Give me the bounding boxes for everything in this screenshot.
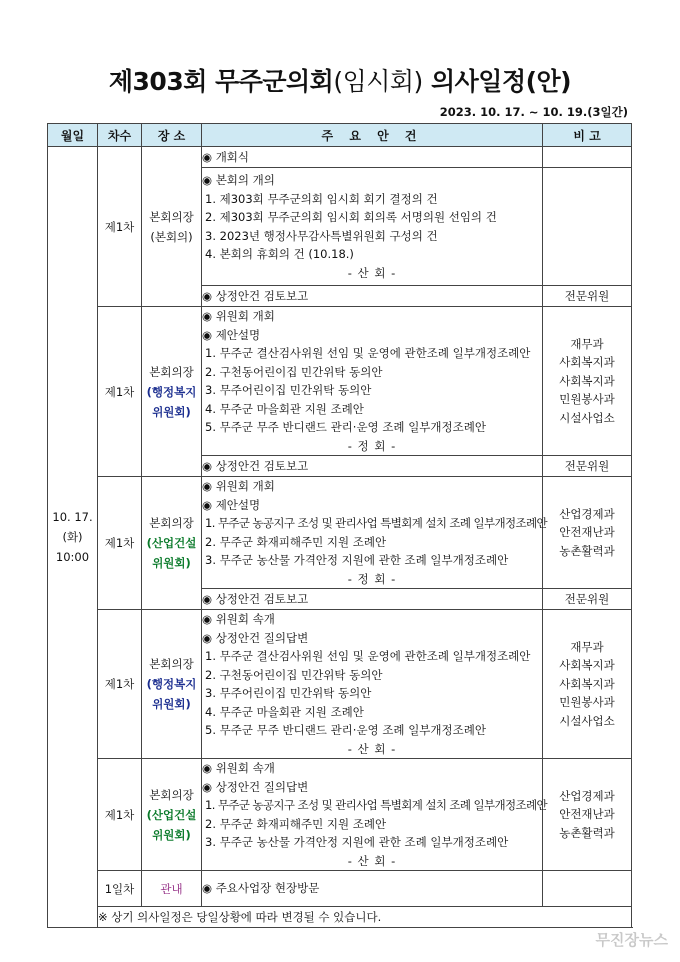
- place-cell: [142, 147, 202, 307]
- remark-dept: 안전재난과: [559, 807, 615, 822]
- header-place: 장 소: [142, 124, 202, 147]
- place-line: 본회의장: [149, 787, 194, 802]
- place-cell: [142, 610, 202, 759]
- agenda-cell: [202, 168, 543, 286]
- agenda-item: 1. 무주군 농공지구 조성 및 관리사업 특별회계 설치 조례 일부개정조례안: [205, 798, 548, 812]
- agenda-heading: ◉ 상정안건 질의답변: [202, 630, 309, 645]
- session-cell: 1일차: [98, 871, 142, 907]
- agenda-opening: ◉ 개회식: [202, 147, 543, 168]
- session-cell: 제1차: [98, 307, 142, 477]
- remark-dept: 재무과: [570, 336, 604, 351]
- agenda-break: - 산 회 -: [347, 741, 397, 756]
- agenda-item: 1. 무주군 결산검사위원 선임 및 운영에 관한조례 일부개정조례안: [205, 649, 531, 663]
- agenda-site-visit: ◉ 주요사업장 현장방문: [202, 871, 543, 907]
- remark-dept: 사회복지과: [559, 676, 615, 691]
- remark-cell: 전문위원: [543, 286, 632, 307]
- agenda-heading: ◉ 제안설명: [202, 497, 261, 512]
- agenda-heading: ◉ 상정안건 질의답변: [202, 779, 309, 794]
- committee-name: 위원회): [152, 697, 191, 711]
- agenda-review: ◉ 상정안건 검토보고: [202, 286, 543, 307]
- agenda-item: 2. 무주군 화재피해주민 지원 조례안: [205, 816, 387, 831]
- remark-dept: 시설사업소: [559, 410, 615, 425]
- remark-cell: [543, 871, 632, 907]
- remark-dept: 안전재난과: [559, 525, 615, 540]
- remark-cell: 전문위원: [543, 456, 632, 477]
- remark-dept: 시설사업소: [559, 713, 615, 728]
- remark-cell: [543, 168, 632, 286]
- agenda-item: 1. 무주군 농공지구 조성 및 관리사업 특별회계 설치 조례 일부개정조례안: [205, 516, 548, 530]
- remark-cell: 전문위원: [543, 589, 632, 610]
- session-cell: 제1차: [98, 610, 142, 759]
- agenda-item: 3. 무주어린이집 민간위탁 동의안: [205, 686, 372, 700]
- remark-dept: 사회복지과: [559, 373, 615, 388]
- watermark-logo: 무진장뉴스: [595, 931, 668, 949]
- remark-dept: 민원봉사과: [559, 695, 615, 710]
- remark-dept: 산업경제과: [559, 506, 615, 521]
- agenda-item: 3. 무주어린이집 민간위탁 동의안: [205, 383, 372, 397]
- committee-name: 위원회): [152, 827, 191, 842]
- place-line: 본회의장: [149, 516, 194, 530]
- page-title: [0, 62, 680, 98]
- place-cell: 관내: [142, 871, 202, 907]
- agenda-item: 5. 무주군 무주 반디랜드 관리·운영 조례 일부개정조례안: [205, 420, 486, 434]
- agenda-item: 4. 본회의 휴회의 건 (10.18.): [205, 247, 354, 261]
- agenda-item: 2. 구천동어린이집 민간위탁 동의안: [205, 667, 383, 682]
- title-main-a: 제303회 무주군의회: [108, 67, 334, 96]
- agenda-item: 4. 무주군 마을회관 지원 조례안: [205, 401, 364, 416]
- agenda-break: - 정 회 -: [347, 571, 397, 586]
- place-line: (본회의): [150, 229, 193, 244]
- agenda-heading: ◉ 위원회 개회: [202, 309, 275, 323]
- date-line: 10. 17.: [52, 510, 93, 524]
- title-main-b: 의사일정(안): [422, 67, 572, 96]
- agenda-heading: ◉ 제안설명: [202, 327, 261, 342]
- agenda-heading: ◉ 위원회 속개: [202, 761, 275, 775]
- remark-cell: [543, 307, 632, 456]
- session-cell: 제1차: [98, 477, 142, 610]
- place-line: 본회의장: [149, 209, 194, 224]
- footnote: ※ 상기 의사일정은 당일상황에 따라 변경될 수 있습니다.: [98, 907, 632, 928]
- agenda-item: 3. 무주군 농산물 가격안정 지원에 관한 조례 일부개정조례안: [205, 835, 509, 849]
- remark-dept: 농촌활력과: [559, 825, 615, 840]
- header-row: [48, 124, 632, 147]
- committee-name: 위원회): [152, 404, 191, 419]
- committee-name: (행정복지: [146, 677, 197, 691]
- place-cell: [142, 759, 202, 871]
- session-cell: 제1차: [98, 147, 142, 307]
- schedule-period: 2023. 10. 17. ~ 10. 19.(3일간): [439, 105, 628, 119]
- table-row: [48, 871, 632, 907]
- agenda-item: 2. 제303회 무주군의회 임시회 회의록 서명의원 선임의 건: [205, 210, 497, 224]
- remark-dept: 재무과: [570, 639, 604, 654]
- remark-dept: 민원봉사과: [559, 392, 615, 407]
- table-row: [48, 610, 632, 759]
- agenda-break: - 정 회 -: [347, 438, 397, 453]
- remark-cell: [543, 147, 632, 168]
- committee-name: (산업건설: [146, 536, 197, 550]
- agenda-heading: ◉ 본회의 개의: [202, 173, 275, 187]
- table-row: [48, 759, 632, 871]
- agenda-item: 4. 무주군 마을회관 지원 조례안: [205, 704, 364, 719]
- table-row: [48, 477, 632, 589]
- place-line: 본회의장: [149, 657, 194, 671]
- agenda-heading: ◉ 위원회 개회: [202, 479, 275, 493]
- remark-dept: 사회복지과: [559, 658, 615, 673]
- agenda-heading: ◉ 위원회 속개: [202, 612, 275, 626]
- header-remark: 비 고: [543, 124, 632, 147]
- remark-dept: 산업경제과: [559, 788, 615, 803]
- committee-name: (행정복지: [146, 384, 197, 399]
- schedule-table: [47, 123, 632, 928]
- place-line: 본회의장: [149, 364, 194, 379]
- agenda-item: 1. 제303회 무주군의회 임시회 회기 결정의 건: [205, 191, 438, 206]
- place-cell: [142, 307, 202, 477]
- place-cell: [142, 477, 202, 610]
- remark-dept: 농촌활력과: [559, 543, 615, 558]
- agenda-cell: [202, 477, 548, 589]
- committee-name: 위원회): [152, 556, 191, 570]
- remark-cell: [543, 477, 632, 589]
- agenda-review: ◉ 상정안건 검토보고: [202, 456, 543, 477]
- agenda-item: 2. 구천동어린이집 민간위탁 동의안: [205, 364, 383, 379]
- date-weekday: (화): [62, 530, 83, 544]
- agenda-break: - 산 회 -: [347, 853, 397, 868]
- remark-cell: [543, 759, 632, 871]
- remark-cell: [543, 610, 632, 759]
- agenda-item: 2. 무주군 화재피해주민 지원 조례안: [205, 534, 387, 549]
- date-cell: [48, 147, 98, 928]
- agenda-item: 5. 무주군 무주 반디랜드 관리·운영 조례 일부개정조례안: [205, 723, 486, 737]
- agenda-item: 3. 2023년 행정사무감사특별위원회 구성의 건: [205, 228, 438, 243]
- agenda-cell: [202, 610, 543, 759]
- agenda-review: ◉ 상정안건 검토보고: [202, 589, 543, 610]
- agenda-item: 1. 무주군 결산검사위원 선임 및 운영에 관한조례 일부개정조례안: [205, 346, 531, 360]
- remark-dept: 사회복지과: [559, 355, 615, 370]
- header-agenda: 주 요 안 건: [202, 124, 543, 147]
- date-time: 10:00: [55, 550, 90, 564]
- session-cell: 제1차: [98, 759, 142, 871]
- header-session: 차수: [98, 124, 142, 147]
- agenda-item: 3. 무주군 농산물 가격안정 지원에 관한 조례 일부개정조례안: [205, 553, 509, 567]
- header-date: 월일: [48, 124, 98, 147]
- agenda-cell: [202, 307, 543, 456]
- table-row: [48, 147, 632, 168]
- footnote-row: [48, 907, 632, 928]
- agenda-break: - 산 회 -: [347, 265, 397, 280]
- committee-name: (산업건설: [146, 807, 197, 822]
- title-paren: (임시회): [333, 67, 423, 96]
- table-row: [48, 307, 632, 456]
- agenda-cell: [202, 759, 548, 871]
